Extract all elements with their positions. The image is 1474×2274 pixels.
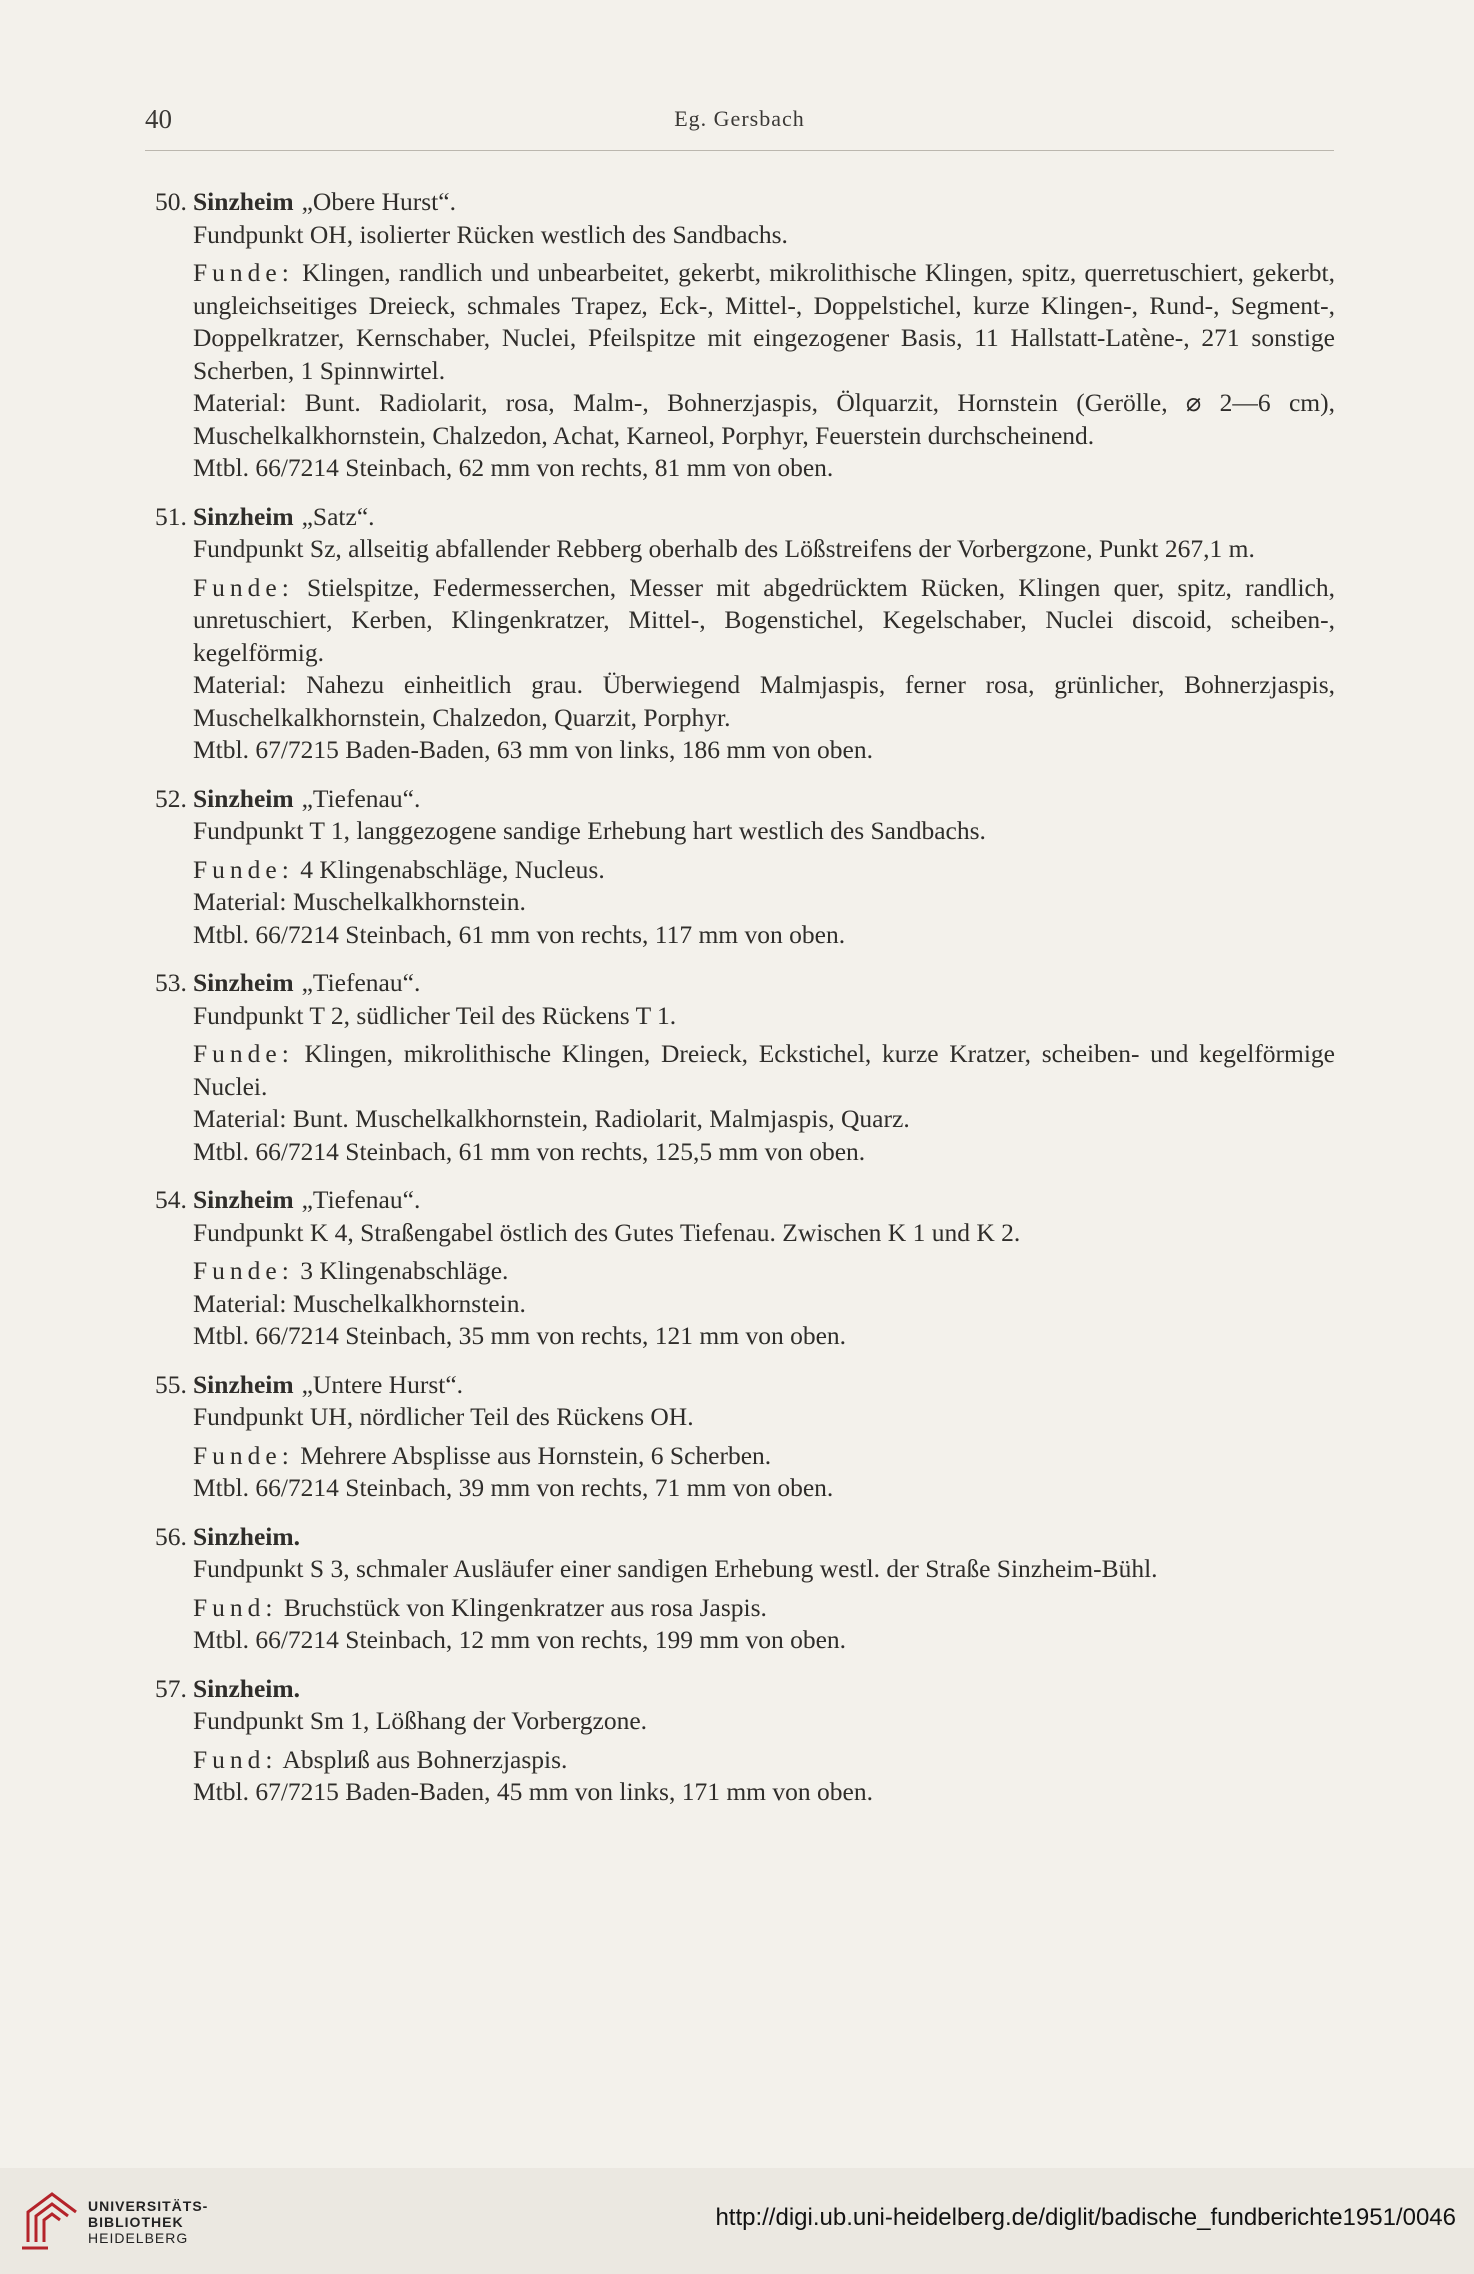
library-name [88, 2198, 208, 2246]
entry-site-name: Sinzheim. [193, 1673, 300, 1703]
entry-site-subname: „Untere Hurst“. [301, 1369, 464, 1399]
finds-text: Stielspitze, Federmesserchen, Messer mit abgedrücktem Rücken, Klingen quer, spitz, randlich, unretuschiert, Kerben, Klingenkratzer, Mittel-, Bogenstichel, Kegelschaber, Nuclei discoid, scheiben-, kegelförmig. [193, 572, 1335, 667]
entry-finds [193, 572, 1335, 670]
entry-map-reference: Mtbl. 67/7215 Baden-Baden, 45 mm von links, 171 mm von oben. [193, 1777, 873, 1806]
finds-label: Funde: [193, 572, 294, 602]
entry-number: 51. [155, 501, 187, 531]
entry-site-name: Sinzheim [193, 1185, 294, 1214]
entry-material: Material: Bunt. Radiolarit, rosa, Malm-, Bohnerzjaspis, Ölquarzit, Hornstein (Gerölle, ⌀ 2—6 cm), Muschelkalkhornstein, Chalzedon, Achat, Karneol, Porphyr, Feuerstein durchscheinend. [193, 388, 1335, 450]
entry-heading [155, 501, 1335, 534]
entry-material: Material: Muschelkalkhornstein. [193, 887, 526, 916]
catalog-entries [155, 186, 1335, 1825]
entry-number: 56. [155, 1521, 187, 1551]
catalog-entry [155, 967, 1335, 1168]
entry-finds [193, 854, 1335, 887]
entry-finds [193, 1592, 1335, 1625]
entry-number: 53. [155, 968, 187, 997]
entry-heading [155, 186, 1335, 219]
ub-heidelberg-logo-icon [18, 2186, 88, 2256]
entry-site-name: Sinzheim [193, 187, 294, 216]
entry-locality: Fundpunkt Sz, allseitig abfallender Rebberg oberhalb des Lößstreifens der Vorbergzone, Punkt 267,1 m. [193, 534, 1255, 563]
entry-site-subname: „Satz“. [301, 501, 375, 531]
entry-locality: Fundpunkt S 3, schmaler Ausläufer einer sandigen Erhebung westl. der Straße Sinzheim-Bühl. [193, 1554, 1158, 1583]
entry-heading [155, 783, 1335, 816]
catalog-entry [155, 1369, 1335, 1505]
finds-label: Funde: [193, 1039, 294, 1068]
source-url[interactable]: http://digi.ub.uni-heidelberg.de/diglit/badische_fundberichte1951/0046 [715, 2204, 1456, 2231]
finds-text: 3 Klingenabschläge. [300, 1256, 509, 1285]
entry-site-subname: „Obere Hurst“. [301, 187, 456, 216]
entry-site-subname: „Tiefenau“. [301, 783, 421, 813]
entry-finds [193, 1255, 1335, 1288]
finds-label: Fund: [193, 1592, 278, 1622]
entry-number: 57. [155, 1673, 187, 1703]
catalog-entry [155, 783, 1335, 952]
entry-number: 50. [155, 187, 187, 216]
entry-heading [155, 1184, 1335, 1217]
entry-locality: Fundpunkt T 1, langgezogene sandige Erhebung hart westlich des Sandbachs. [193, 816, 986, 845]
entry-locality: Fundpunkt UH, nördlicher Teil des Rückens OH. [193, 1402, 694, 1431]
finds-text: Mehrere Absplisse aus Hornstein, 6 Scherben. [300, 1440, 772, 1470]
finds-text: Absplиß aus Bohnerzjaspis. [282, 1744, 568, 1774]
entry-material: Material: Muschelkalkhornstein. [193, 1288, 526, 1318]
entry-heading [155, 1521, 1335, 1554]
catalog-entry [155, 501, 1335, 767]
entry-locality: Fundpunkt Sm 1, Lößhang der Vorbergzone. [193, 1706, 648, 1735]
entry-site-name: Sinzheim [193, 1369, 294, 1399]
page-number: 40 [145, 104, 172, 134]
entry-number: 52. [155, 783, 187, 813]
entry-map-reference: Mtbl. 66/7214 Steinbach, 62 mm von rechts, 81 mm von oben. [193, 453, 834, 482]
entry-material: Material: Bunt. Muschelkalkhornstein, Radiolarit, Malmjaspis, Quarz. [193, 1104, 910, 1133]
finds-label: Funde: [193, 1440, 294, 1470]
entry-site-name: Sinzheim [193, 783, 294, 813]
finds-label: Funde: [193, 258, 294, 287]
catalog-entry [155, 1673, 1335, 1809]
entry-heading [155, 967, 1335, 1000]
finds-text: Klingen, randlich und unbearbeitet, gekerbt, mikrolithische Klingen, spitz, querretuschiert, gekerbt, ungleichseitiges Dreieck, schmales Trapez, Eck-, Mittel-, Doppelstichel, kurze Klingen-, Rund-, Segment-, Doppelkratzer, Kernschaber, Nuclei, Pfeilspitze mit eingezogener Basis, 11 Hallstatt-Latène-, 271 sonstige Scherben, 1 Spinnwirtel. [193, 258, 1335, 385]
entry-map-reference: Mtbl. 66/7214 Steinbach, 61 mm von rechts, 117 mm von oben. [193, 919, 846, 949]
entry-locality: Fundpunkt T 2, südlicher Teil des Rückens T 1. [193, 1000, 677, 1030]
entry-locality: Fundpunkt OH, isolierter Rücken westlich des Sandbachs. [193, 219, 788, 249]
library-name-line2: BIBLIOTHEK [88, 2214, 184, 2230]
finds-text: Bruchstück von Klingenkratzer aus rosa Jaspis. [283, 1592, 767, 1622]
entry-finds [193, 1038, 1335, 1103]
entry-heading [155, 1369, 1335, 1402]
entry-map-reference: Mtbl. 66/7214 Steinbach, 61 mm von rechts, 125,5 mm von oben. [193, 1136, 866, 1166]
entry-site-subname: „Tiefenau“. [301, 1185, 421, 1214]
catalog-entry [155, 1521, 1335, 1657]
finds-label: Fund: [193, 1744, 278, 1774]
finds-label: Funde: [193, 1256, 294, 1285]
page-header [145, 104, 1334, 152]
header-rule [145, 150, 1334, 151]
library-name-line1: UNIVERSITÄTS- [88, 2198, 209, 2214]
entry-locality: Fundpunkt K 4, Straßengabel östlich des Gutes Tiefenau. Zwischen K 1 und K 2. [193, 1217, 1021, 1247]
entry-map-reference: Mtbl. 66/7214 Steinbach, 39 mm von rechts, 71 mm von oben. [193, 1473, 834, 1502]
entry-site-name: Sinzheim [193, 501, 294, 531]
entry-number: 55. [155, 1369, 187, 1399]
entry-heading [155, 1673, 1335, 1706]
library-name-line3: HEIDELBERG [88, 2230, 189, 2246]
entry-finds [193, 257, 1335, 387]
entry-finds [193, 1440, 1335, 1473]
entry-map-reference: Mtbl. 66/7214 Steinbach, 12 mm von rechts, 199 mm von oben. [193, 1625, 847, 1654]
entry-map-reference: Mtbl. 66/7214 Steinbach, 35 mm von rechts, 121 mm von oben. [193, 1321, 847, 1350]
catalog-entry [155, 186, 1335, 485]
running-title: Eg. Gersbach [674, 106, 805, 131]
finds-text: Klingen, mikrolithische Klingen, Dreieck, Eckstichel, kurze Kratzer, scheiben- und kegelförmige Nuclei. [193, 1039, 1335, 1101]
digitization-footer [0, 2168, 1474, 2274]
entry-number: 54. [155, 1185, 187, 1214]
entry-site-name: Sinzheim [193, 968, 294, 997]
entry-material: Material: Nahezu einheitlich grau. Überwiegend Malmjaspis, ferner rosa, grünlicher, Bohnerzjaspis, Muschelkalkhornstein, Chalzedon, Quarzit, Porphyr. [193, 670, 1335, 732]
catalog-entry [155, 1184, 1335, 1353]
finds-label: Funde: [193, 854, 294, 884]
finds-text: 4 Klingenabschläge, Nucleus. [300, 854, 605, 884]
entry-site-subname: „Tiefenau“. [301, 968, 421, 997]
entry-map-reference: Mtbl. 67/7215 Baden-Baden, 63 mm von links, 186 mm von oben. [193, 735, 873, 764]
entry-site-name: Sinzheim. [193, 1521, 300, 1551]
entry-finds [193, 1744, 1335, 1777]
